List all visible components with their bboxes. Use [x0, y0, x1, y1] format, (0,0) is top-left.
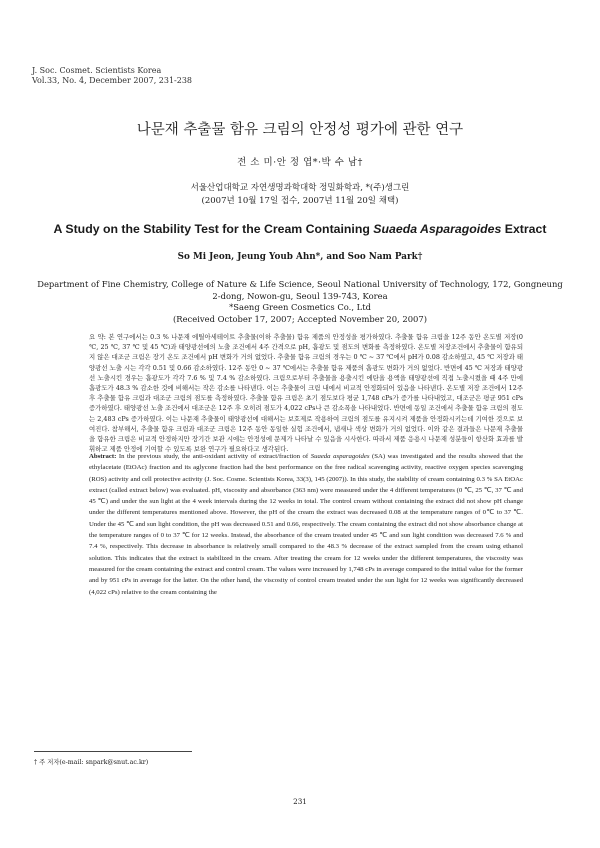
- journal-volume: Vol.33, No. 4, December 2007, 231-238: [32, 76, 193, 85]
- english-affiliation: [34, 279, 566, 325]
- abstract-species: Suaeda asparagoides: [310, 453, 370, 460]
- english-affiliation-address: 2-dong, Nowon-gu, Seoul 139-743, Korea: [212, 290, 388, 301]
- footnote-rule: [34, 751, 192, 752]
- korean-affiliation: [0, 182, 600, 208]
- korean-authors: 전 소 미·안 정 엽*·박 수 남†: [237, 157, 363, 168]
- english-title-prefix: A Study on the Stability Test for the Cream Containing: [53, 222, 374, 236]
- abstract-text-part2: (SA) was investigated and the results showed that the ethylacetate (EtOAc) fraction and its aglycone fraction had the best performance on the free radical scavenging activity, reactive oxygen species scavenging (ROS) activity and cell protective activity (J. Soc. Cosme. Scientists Korea, 33(3), 145 (2007)). In this study, the stability of cream containing 0.3 % SA EtOAc extract (called extract below) was evaluated. pH, viscosity and absorbance (363 nm) were measured under the 4 different temperatures (0 ℃, 25 ℃, 37 ℃ and 45 ℃) and under the sun light at the 4 week intervals during the 12 weeks in total. The control cream without containing the extract did not show pH change under the different temperatures mentioned above. However, the pH of the cream the extract was decreased 0.08 at the temperature ranges of 0℃ to 37 ℃. Under the 45 ℃ and sun light condition, the pH was decreased 0.51 and 0.66, respectively. The cream containing the extract did not show absorbance change at the temperature ranges of 0 to 37 ℃ for 12 weeks. Instead, the absorbance of the cream treated under 45 ℃ and sun light condition was decreased 7.6 % and 7.4 %, respectively. This decrease in absorbance is relatively small compared to the 48.3 % decrease of the extract sampled from the cream using ethanol solution. This indicates that the extract is stabilized in the cream. After treating the cream for 12 weeks under the different temperatures, the viscosity was measured for the cream containing the extract and control cream. The values were increased by 1,748 cPs in average compared to the initial value for the former and by 951 cPs in average for the latter. On the other hand, the viscosity of control cream treated under the sun light for 12 weeks was significantly decreased (4,022 cPs) relative to the cream containing the: [89, 453, 524, 596]
- english-abstract: [89, 451, 523, 598]
- korean-title: 나문재 추출물 함유 크림의 안정성 평가에 관한 연구: [136, 122, 464, 138]
- english-title-suffix: Extract: [501, 222, 547, 236]
- page-number: 231: [293, 797, 307, 806]
- journal-name: J. Soc. Cosmet. Scientists Korea: [32, 66, 162, 75]
- korean-affiliation-line: 서울산업대학교 자연생명과학대학 정밀화학과, *(주)생그린: [190, 183, 410, 193]
- english-title: [0, 222, 600, 236]
- korean-abstract: 요 약: 본 연구에서는 0.3 % 나문재 에틸아세테이트 추출물(이하 추출물) 함유 제품의 안정성을 평가하였다. 추출물 함유 크림을 12주 동안 온도별 저장(0 ℃, 25 ℃, 37 ℃ 및 45 ℃)과 태양광선에의 노출 조건에서 4주 간격으로 pH, 흡광도 및 점도의 변화를 측정하였다. 온도별 저장조건에서 추출물이 함유되지 않은 대조군 크림은 장기 온도 조건에서 pH 변화가 거의 없었다. 추출물 함유 크림의 경우는 0 ℃ ~ 37 ℃에서 pH가 0.08 감소하였고, 45 ℃ 저장과 태양광선 노출 시는 각각 0.51 및 0.66 감소하였다. 12주 동안 0 ~ 37 ℃에서는 추출물 함유 제품의 흡광도 변화가 거의 없었다. 반면에 45 ℃ 저장과 태양광선 노출시킨 경우는 흡광도가 각각 7.6 % 및 7.4 % 감소하였다. 크림으로부터 추출물을 용출시킨 에탄올 용액을 태양광선에 직접 노출시켰을 때 4주 만에 흡광도가 48.3 % 감소한 것에 비해서는 작은 감소를 나타낸다. 이는 추출물이 크림 내에서 비교적 안정화되어 있음을 나타낸다. 온도별 저장 조건에서 12주 후 추출물 함유 크림과 대조군 크림의 점도를 측정하였다. 추출물 함유 크림은 초기 점도보다 평균 1,748 cPs가 증가를 나타내었고, 대조군은 평균 951 cPs 증가하였다. 태양광선 노출 조건에서 대조군은 12주 후 오히려 점도가 4,022 cPs나 큰 감소폭을 나타내었다. 반면에 동일 조건에서 추출물 함유 크림의 점도는 2,483 cPs 증가하였다. 이는 나문재 추출물이 태양광선에 대해서는 보호제로 작용하여 크림의 점도를 유지시켜 제품을 안정화시키는데 기여한 것으로 보여진다. 참부해서, 추출물 함유 크림과 대조군 크림은 12주 동안 동일한 실험 조건에서, 냄새나 색상 변화가 거의 없었다. 이와 같은 결과들은 나문재 추출물을 함유한 크림은 비교적 안정하지만 장기간 보관 시에는 안정성에 문제가 나타날 수 있음을 시사한다. 따라서 제품 응용시 나문재 성분들이 항산화 효과를 발휘하고 제품 안정에 기여할 수 있도록 보완 연구가 필요하다고 생각된다.: [89, 333, 523, 454]
- abstract-text-part1: In the previous study, the anti-oxidant activity of extract/fraction of: [116, 453, 311, 460]
- english-received-dates: (Received October 17, 2007; Accepted November 20, 2007): [173, 313, 427, 324]
- english-affiliation-company: *Saeng Green Cosmetics Co., Ltd: [229, 302, 371, 312]
- english-affiliation-line: Department of Fine Chemistry, College of Nature & Life Science, Seoul National University of Technology, 172, Gongneung: [37, 279, 563, 289]
- english-authors: So Mi Jeon, Jeung Youb Ahn*, and Soo Nam Park†: [177, 252, 423, 262]
- english-title-species: Suaeda Asparagoides: [373, 222, 502, 236]
- journal-citation: [32, 66, 192, 86]
- abstract-label: Abstract:: [89, 453, 117, 460]
- korean-received-dates: (2007년 10월 17일 접수, 2007년 11월 20일 채택): [201, 196, 399, 206]
- corresponding-author-footnote: † 주 저자(e-mail: snpark@snut.ac.kr): [34, 759, 149, 766]
